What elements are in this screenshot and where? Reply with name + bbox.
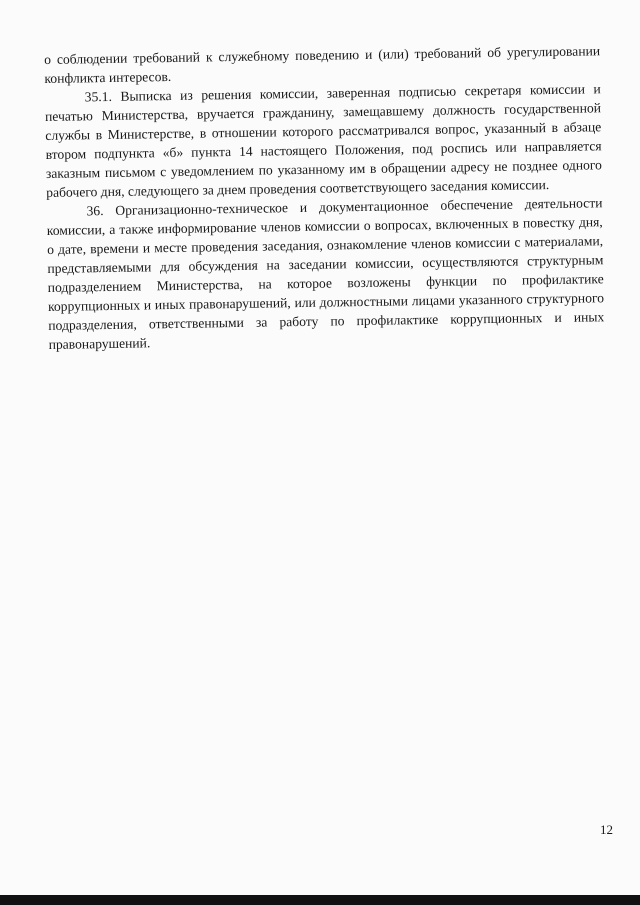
page-number: 12	[600, 822, 613, 837]
paragraph-continuation: о соблюдении требований к служебному поведению и (или) требований об урегулировании конфликта интересов.	[44, 43, 601, 86]
document-body	[44, 41, 605, 354]
paragraph-35-1: 35.1. Выписка из решения комиссии, заверенная подписью секретаря комиссии и печатью Министерства, вручается гражданину, замещавшему должность государственной службы в Министерстве, в отношении которого рассматривался вопрос, указанный в абзаце втором подпункта «б» пункта 14 настоящего Положения, под роспись или направляется заказным письмом с уведомлением по указанному им в обращении адресу не позднее одного рабочего дня, следующего за днем проведения соответствующего заседания комиссии.	[44, 81, 602, 200]
scan-edge-bar	[0, 895, 640, 905]
paragraph-36: 36. Организационно-техническое и документационное обеспечение деятельности комиссии, а также информирование членов комиссии о вопросах, включенных в повестку дня, о дате, времени и месте проведения заседания, ознакомление членов комиссии с материалами, представляемыми для обсуждения на заседании комиссии, осуществляются структурным подразделением Министерства, на которое возложены функции по профилактике коррупционных и иных правонарушений, или должностными лицами указанного структурного подразделения, ответственными за работу по профилактике коррупционных и иных правонарушений.	[46, 195, 605, 352]
